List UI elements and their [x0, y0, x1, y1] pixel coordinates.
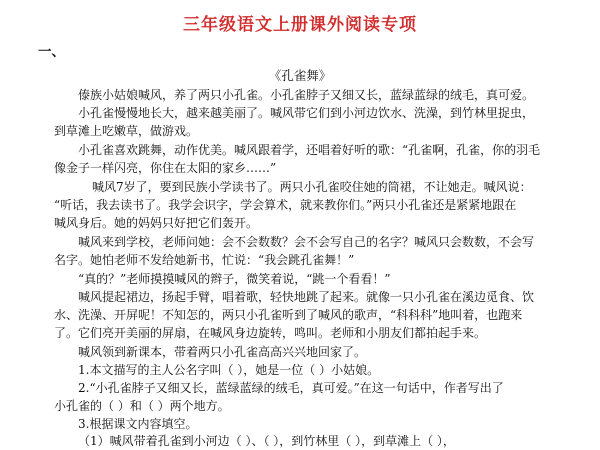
paragraph-line: 小孔雀喜欢跳舞，动作优美。喊风跟着学，还唱着好听的歌：“孔雀啊，孔雀，你的羽毛 [78, 143, 541, 157]
paragraph-line: 像金子一样闪亮，你住在太阳的家乡……” [54, 161, 277, 175]
paragraph-line: 小孔雀慢慢地长大，越来越美丽了。喊风带它们到小河边饮水、洗澡，到竹林里捉虫， [78, 106, 535, 120]
paragraph-line: 傣族小姑娘喊风，养了两只小孔雀。小孔雀脖子又细又长，蓝绿蓝绿的绒毛，真可爱。 [78, 88, 535, 102]
paragraph-line: 到草滩上吃嫩草，做游戏。 [54, 124, 199, 138]
question-line: 3.根据课文内容填空。 [78, 417, 198, 431]
paragraph-line: 喊风7岁了，要到民族小学读书了。两只小孔雀咬住她的筒裙，不让她走。喊风说： [92, 180, 532, 194]
paragraph-line: 喊风身后。她的妈妈只好把它们轰开。 [54, 216, 259, 230]
paragraph-line: 水、洗澡、开屏呢！不知怎的，两只小孔雀听到了喊风的歌声，“科科科”地叫着，也跑来 [54, 308, 523, 322]
section-number: 一、 [38, 44, 65, 60]
question-line: 1.本文描写的主人公名字叫（ ），她是一位（ ）小姑娘。 [78, 363, 380, 377]
story-title: 《孔雀舞》 [268, 68, 332, 83]
paragraph-line: “真的？”老师摸摸喊风的辫子，微笑着说，“跳一个看看！” [78, 272, 391, 286]
paragraph-line: 喊风提起裙边，扬起手臂，唱着歌，轻快地跳了起来。就像一只小孔雀在溪边觅食、饮 [78, 290, 535, 304]
paragraph-line: “听话，我去读书了。我学会识字，学会算术，就来教你们。”两只小孔雀还是紧紧地跟在 [54, 198, 517, 212]
question-line: 小孔雀的（ ）和（ ）两个地方。 [54, 399, 230, 413]
paragraph-line: 喊风领到新课本，带着两只小孔雀高高兴兴地回家了。 [78, 345, 367, 359]
paragraph-line: 了。它们亮开美丽的屏扇，在喊风身边旋转，鸣叫。老师和小朋友们都拍起手来。 [54, 326, 487, 340]
page-title: 三年级语文上册课外阅读专项 [183, 15, 417, 35]
question-line: 2.“小孔雀脖子又细又长，蓝绿蓝绿的绒毛，真可爱。”在这一句话中，作者写出了 [78, 381, 504, 395]
question-line: （1）喊风带着孔雀到小河边（ ）、（ ），到竹林里（ ），到草滩上（ ）， [78, 434, 455, 448]
paragraph-line: 喊风来到学校，老师问她：会不会数数？会不会写自己的名字？喊风只会数数，不会写 [78, 235, 535, 249]
paragraph-line: 名字。她怕老师不发给她新书，忙说：“我会跳孔雀舞！” [54, 253, 355, 267]
